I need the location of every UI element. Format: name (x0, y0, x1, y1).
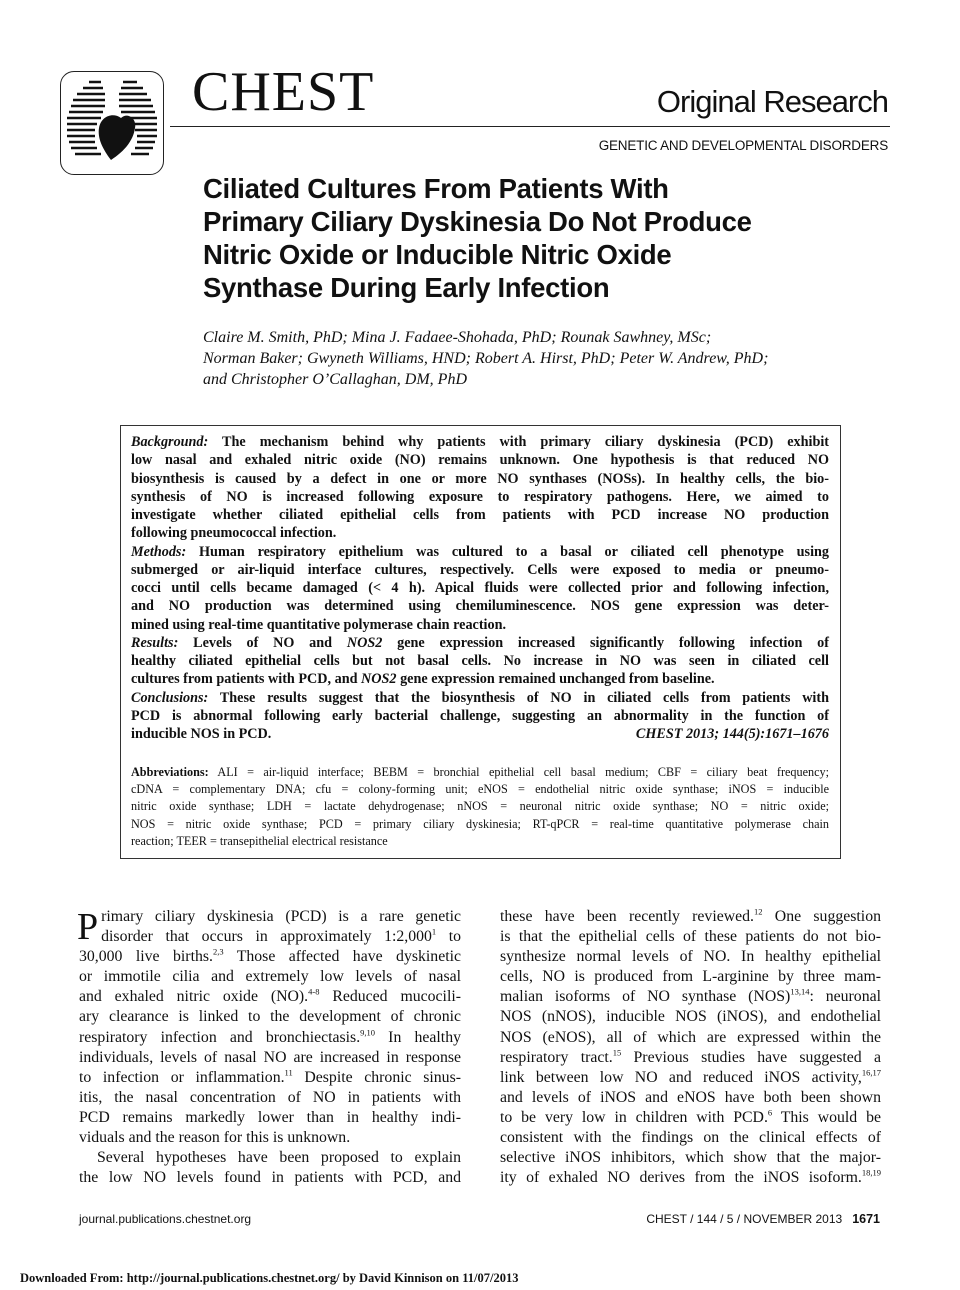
body-line: to infection or inflammation.$^{11}$ Despite chronic sinus- (79, 1067, 461, 1086)
body-line: cells, NO is produced from L-arginine by three mam- (500, 968, 881, 986)
citation: CHEST 2013; 144(5):1671–1676 (635, 726, 829, 742)
abbreviations-label: Abbreviations: (131, 765, 209, 779)
abstract-text (131, 433, 829, 743)
body-line: rimary ciliary dyskinesia (PCD) is a rare genetic (101, 908, 461, 925)
abstract-line: cultures from patients with PCD, and NOS2 gene expression remained unchanged from baseline. (131, 671, 715, 688)
abstract-line: submerged or air-liquid interface cultures, respectively. Cells were exposed to media or pneumo- (131, 561, 829, 578)
body-column-left (79, 907, 461, 1188)
gene-name: NOS2 (346, 634, 383, 651)
author-line: Claire M. Smith, PhD; Mina J. Fadaee-Shohada, PhD; Rounak Sawhney, MSc; (203, 329, 712, 346)
abstract-line: low nasal and exhaled nitric oxide (NO) remains unknown. One hypothesis is that reduced NO (131, 452, 829, 469)
body-line: respiratory infection and bronchiectasis.$^{9,10}$ In healthy (79, 1027, 461, 1046)
body-line: or immotile cilia and extremely low levels of nasal (79, 968, 461, 986)
abbreviations-line: reaction; TEER = transepithelial electrical resistance (131, 833, 388, 848)
body-line: to be very low in children with PCD.$^6$ This would be (500, 1107, 881, 1126)
body-line: selective iNOS inhibitors, which show that the major- (500, 1149, 881, 1167)
body-line: Several hypotheses have been proposed to explain (97, 1149, 461, 1167)
body-line: itis, the nasal concentration of NO in patients with (79, 1088, 461, 1106)
article-title (203, 172, 883, 304)
body-line: NOS (eNOS), all of which are expressed within the (500, 1028, 881, 1046)
abstract-line: Conclusions: These results suggest that the biosynthesis of NO in ciliated cells from patients with (131, 689, 829, 706)
page-number: 1671 (852, 1212, 880, 1226)
title-line: Nitric Oxide or Inducible Nitric Oxide (203, 239, 672, 270)
body-line: ity of exhaled NO derives from the iNOS isoform.$^{18,19}$ (500, 1167, 881, 1187)
body-line: PCD remains markedly lower than in healthy indi- (79, 1108, 461, 1126)
methods-label: Methods: (131, 543, 187, 560)
abbreviations (131, 764, 829, 850)
body-line: NOS (nNOS), inducible NOS (iNOS), and endothelial (500, 1008, 881, 1026)
conclusions-label: Conclusions: (131, 689, 209, 706)
abbreviations-line: Abbreviations: ALI = air-liquid interface; BEBM = bronchial epithelial cell basal medium; CBF = ciliary beat frequency; (131, 765, 829, 779)
body-line: is that the epithelial cells of these patients do not bio- (500, 928, 881, 946)
title-line: Synthase During Early Infection (203, 272, 610, 303)
footer-issue (646, 1212, 880, 1226)
abstract-line: Methods: Human respiratory epithelium was cultured to a basal or ciliated cell phenotype using (131, 543, 829, 560)
background-label: Background: (131, 434, 209, 450)
body-line: the low NO levels found in patients with PCD, and (79, 1169, 461, 1187)
author-line: Norman Baker; Gwyneth Williams, HND; Robert A. Hirst, PhD; Peter W. Andrew, PhD; (203, 350, 769, 367)
body-line: link between low NO and reduced iNOS activity,$^{16,17}$ (500, 1067, 881, 1086)
abstract-line: Results: Levels of NO and NOS2 gene expression increased significantly following infection of (131, 634, 829, 651)
body-line: viduals and the reason for this is unknown. (79, 1129, 351, 1147)
author-line: and Christopher O’Callaghan, DM, PhD (203, 371, 467, 388)
body-line: disorder that occurs in approximately 1:2,000$^1$ to (101, 926, 461, 946)
abstract-line: biosynthesis is caused by a defect in one or more NO synthases (NOSs). In healthy cells, the bio- (131, 470, 829, 487)
abbreviations-line: NOS = nitric oxide synthase; PCD = primary ciliary dyskinesia; RT-qPCR = real-time quantitative polymerase chain (131, 816, 829, 831)
body-line: individuals, levels of nasal NO are increased in response (79, 1048, 461, 1066)
body-line: these have been recently reviewed.$^{12}$ One suggestion (500, 906, 881, 925)
title-line: Ciliated Cultures From Patients With (203, 173, 669, 204)
lungs-heart-icon (61, 72, 164, 175)
body-column-right (500, 907, 881, 1188)
abstract-line: PCD is abnormal following early bacterial challenge, suggesting an abnormality in the function of (131, 707, 829, 724)
abstract-line: healthy ciliated epithelial cells but not basal cells. No increase in NO was seen in ciliated cell (131, 653, 829, 669)
abstract-line: synthesis of NO is increased following exposure to respiratory pathogens. Here, we aimed to (131, 488, 829, 505)
body-line: synthesize normal levels of NO. In healthy epithelial (500, 948, 881, 966)
body-line: and exhaled nitric oxide (NO).$^{4-8}$ Reduced mucocili- (79, 987, 461, 1006)
body-line: respiratory tract.$^{15}$ Previous studies have suggested a (500, 1047, 881, 1066)
download-notice: Downloaded From: http://journal.publications.chestnet.org/ by David Kinnison on 11/07/2013 (20, 1271, 519, 1285)
body-line: malian isoforms of NO synthase (NOS)$^{13,14}$: neuronal (500, 987, 881, 1006)
abstract-line: following pneumococcal infection. (131, 525, 337, 542)
title-line: Primary Ciliary Dyskinesia Do Not Produce (203, 206, 752, 237)
issue-info: CHEST / 144 / 5 / NOVEMBER 2013 (646, 1212, 843, 1226)
abstract-line: mined using real-time quantitative polymerase chain reaction. (131, 616, 507, 633)
body-line: and levels of iNOS and eNOS have both been shown (500, 1088, 881, 1106)
abstract-line: inducible NOS in PCD. CHEST 2013; 144(5):1671–1676 (131, 726, 829, 742)
journal-logo (60, 71, 164, 175)
header-rule (170, 126, 890, 127)
body-line: consistent with the findings on the clinical effects of (500, 1129, 881, 1147)
author-list (203, 327, 883, 390)
footer-website-link[interactable]: journal.publications.chestnet.org (79, 1212, 252, 1226)
journal-name: CHEST (192, 61, 375, 123)
abstract-line: investigate whether ciliated epithelial cells from patients with PCD increase NO production (131, 507, 829, 523)
body-line: 30,000 live births.$^{2,3}$ Those affected have dyskinetic (79, 946, 461, 966)
abbreviations-line: nitric oxide synthase; LDH = lactate dehydrogenase; nNOS = neuronal nitric oxide synthase; NO = nitric oxide; (131, 799, 829, 814)
gene-name: NOS2 (361, 671, 397, 688)
abstract-line: Background: The mechanism behind why patients with primary ciliary dyskinesia (PCD) exhibit (131, 434, 829, 450)
article-category: GENETIC AND DEVELOPMENTAL DISORDERS (598, 138, 888, 153)
abstract-line: and NO production was determined using chemiluminescence. NOS gene expression was deter- (131, 598, 829, 615)
drop-cap: P (77, 906, 99, 948)
section-type: Original Research (656, 84, 888, 119)
abbreviations-line: cDNA = complementary DNA; cfu = colony-forming unit; eNOS = endothelial nitric oxide synthase; iNOS = inducible (131, 782, 829, 797)
results-label: Results: (131, 634, 179, 651)
body-line: ary clearance is linked to the development of chronic (79, 1008, 461, 1026)
abstract-line: cocci until cells became damaged (< 4 h). Apical fluids were collected prior and following infection, (131, 580, 829, 596)
